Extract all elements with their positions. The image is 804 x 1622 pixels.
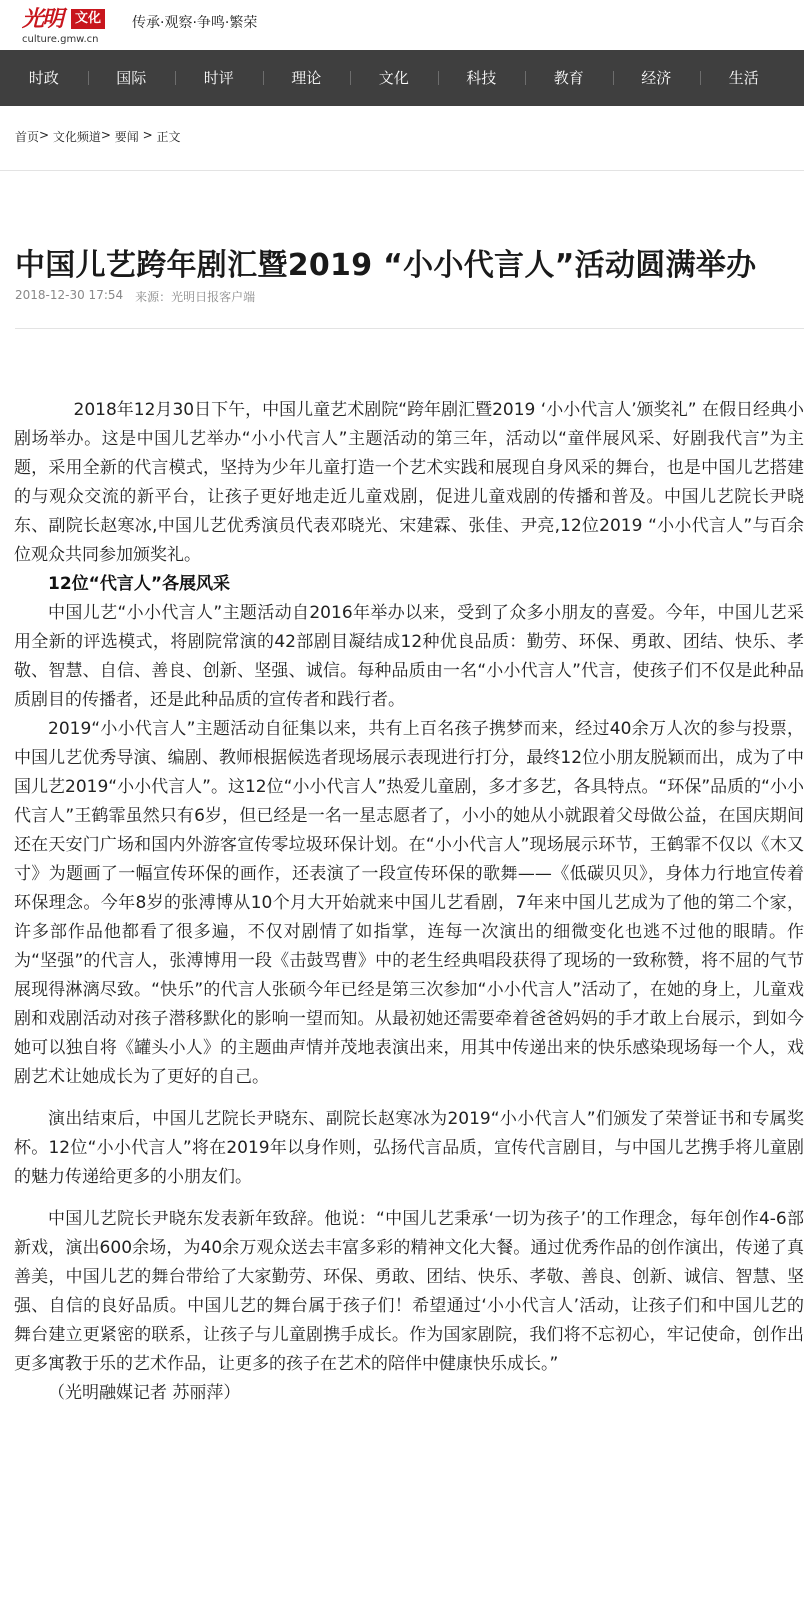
article-source: 来源：光明日报客户端 — [135, 290, 256, 304]
breadcrumb-headlines[interactable]: 要闻 — [114, 130, 139, 144]
logo-wordmark: 光明 — [22, 6, 63, 32]
nav-item-politics[interactable]: 时政 — [28, 69, 59, 87]
article-meta — [15, 288, 255, 305]
divider — [0, 170, 804, 171]
nav-item-international[interactable]: 国际 — [88, 50, 176, 106]
article-paragraph: 演出结束后，中国儿艺院长尹晓东、副院长赵寒冰为2019“小小代言人”们颁发了荣誉证书和专属奖杯。12位“小小代言人”将在2019年以身作则，弘扬代言品质，宣传代言剧目，与中国儿艺携手将儿童剧的魅力传递给更多的小朋友们。 — [14, 1109, 804, 1187]
site-slogan: 传承·观察·争鸣·繁荣 — [132, 15, 258, 31]
nav-item-education[interactable]: 教育 — [525, 50, 613, 106]
article-paragraph: 2019“小小代言人”主题活动自征集以来，共有上百名孩子携梦而来，经过40余万人次的参与投票，中国儿艺优秀导演、编剧、教师根据候选者现场展示表现进行打分，最终12位小朋友脱颖而出，成为了中国儿艺2019“小小代言人”。这12位“小小代言人”热爱儿童剧，多才多艺，各具特点。“环保”品质的“小小代言人”王鹤霏虽然只有6岁，但已经是一名一星志愿者了，小小的她从小就跟着父母做公益，在国庆期间还在天安门广场和国内外游客宣传零垃圾环保计划。在“小小代言人”现场展示环节，王鹤霏不仅以《木又寸》为题画了一幅宣传环保的画作，还表演了一段宣传环保的歌舞——《低碳贝贝》，身体力行地宣传着环保理念。今年8岁的张溥博从10个月大开始就来中国儿艺看剧，7年来中国儿艺成为了他的第二个家，许多部作品他都看了很多遍，不仅对剧情了如指掌，连每一次演出的细微变化也逃不过他的眼睛。作为“坚强”的代言人，张溥博用一段《击鼓骂曹》中的老生经典唱段获得了现场的一致称赞，将不屈的气节展现得淋漓尽致。“快乐”的代言人张硕今年已经是第三次参加“小小代言人”活动了，在她的身上，儿童戏剧和戏剧活动对孩子潜移默化的影响一望而知。从最初她还需要牵着爸爸妈妈的手才敢上台展示，到如今她可以独自将《罐头小人》的主题曲声情并茂地表演出来，用其中传递出来的快乐感染现场每一个人，戏剧艺术让她成长为了更好的自己。 — [14, 719, 804, 1087]
spacer — [14, 1092, 804, 1105]
article-date: 2018-12-30 17:54 — [15, 288, 124, 302]
nav-item-economy[interactable]: 经济 — [613, 50, 701, 106]
breadcrumb-culture-channel[interactable]: 文化频道 — [52, 130, 101, 144]
article-paragraph: 中国儿艺“小小代言人”主题活动自2016年举办以来，受到了众多小朋友的喜爱。今年，中国儿艺采用全新的评选模式，将剧院常演的42部剧目凝结成12种优良品质：勤劳、环保、勇敢、团结、快乐、孝敬、智慧、自信、善良、创新、坚强、诚信。每种品质由一名“小小代言人”代言，使孩子们不仅是此种品质剧目的传播者，还是此种品质的宣传者和践行者。 — [14, 603, 804, 710]
site-header — [0, 0, 804, 50]
site-logo[interactable] — [22, 4, 118, 48]
nav-item-life[interactable]: 生活 — [700, 50, 788, 106]
nav-item-commentary[interactable]: 时评 — [175, 50, 263, 106]
article-paragraph: 2018年12月30日下午，中国儿童艺术剧院“跨年剧汇暨2019 ‘小小代言人’颁奖礼” 在假日经典小剧场举办。这是中国儿艺举办“小小代言人”主题活动的第三年，活动以“童伴展风采、好剧我代言”为主题，采用全新的代言模式，坚持为少年儿童打造一个艺术实践和展现自身风采的舞台，也是中国儿艺搭建的与观众交流的新平台，让孩子更好地走近儿童戏剧，促进儿童戏剧的传播和普及。中国儿艺院长尹晓东、副院长赵寒冰,中国儿艺优秀演员代表邓晓光、宋建霖、张佳、尹亮,12位2019 “小小代言人”与百余位观众共同参加颁奖礼。 — [14, 400, 804, 565]
spacer — [14, 1192, 804, 1205]
article-subheading: 12位“代言人”各展风采 — [48, 574, 231, 594]
main-nav — [0, 50, 804, 106]
article-paragraph: 中国儿艺院长尹晓东发表新年致辞。他说：“中国儿艺秉承‘一切为孩子’的工作理念，每年创作4-6部新戏，演出600余场，为40余万观众送去丰富多彩的精神文化大餐。通过优秀作品的创作演出，传递了真善美，中国儿艺的舞台带给了大家勤劳、环保、勇敢、团结、快乐、孝敬、善良、创新、诚信、智慧、坚强、自信的良好品质。中国儿艺的舞台属于孩子们！希望通过‘小小代言人’活动，让孩子们和中国儿艺的舞台建立更紧密的联系，让孩子与儿童剧携手成长。作为国家剧院，我们将不忘初心，牢记使命，创作出更多寓教于乐的艺术作品，让更多的孩子在艺术的陪伴中健康快乐成长。” — [14, 1209, 804, 1374]
divider — [15, 328, 804, 329]
breadcrumb-separator: > — [39, 128, 53, 142]
article-title: 中国儿艺跨年剧汇暨2019 “小小代言人”活动圆满举办 — [15, 248, 757, 283]
article-byline: （光明融媒记者 苏丽萍） — [48, 1383, 241, 1403]
nav-item-culture[interactable]: 文化 — [350, 50, 438, 106]
nav-item-theory[interactable]: 理论 — [263, 50, 351, 106]
breadcrumb-current: 正文 — [156, 130, 181, 144]
breadcrumb — [15, 128, 181, 145]
breadcrumb-separator: > — [138, 128, 157, 142]
logo-url: culture.gmw.cn — [22, 34, 99, 45]
article-body — [14, 396, 804, 1408]
nav-item-technology[interactable]: 科技 — [438, 50, 526, 106]
breadcrumb-home[interactable]: 首页 — [15, 130, 40, 144]
breadcrumb-separator: > — [100, 128, 115, 142]
logo-channel-badge: 文化 — [71, 9, 105, 29]
